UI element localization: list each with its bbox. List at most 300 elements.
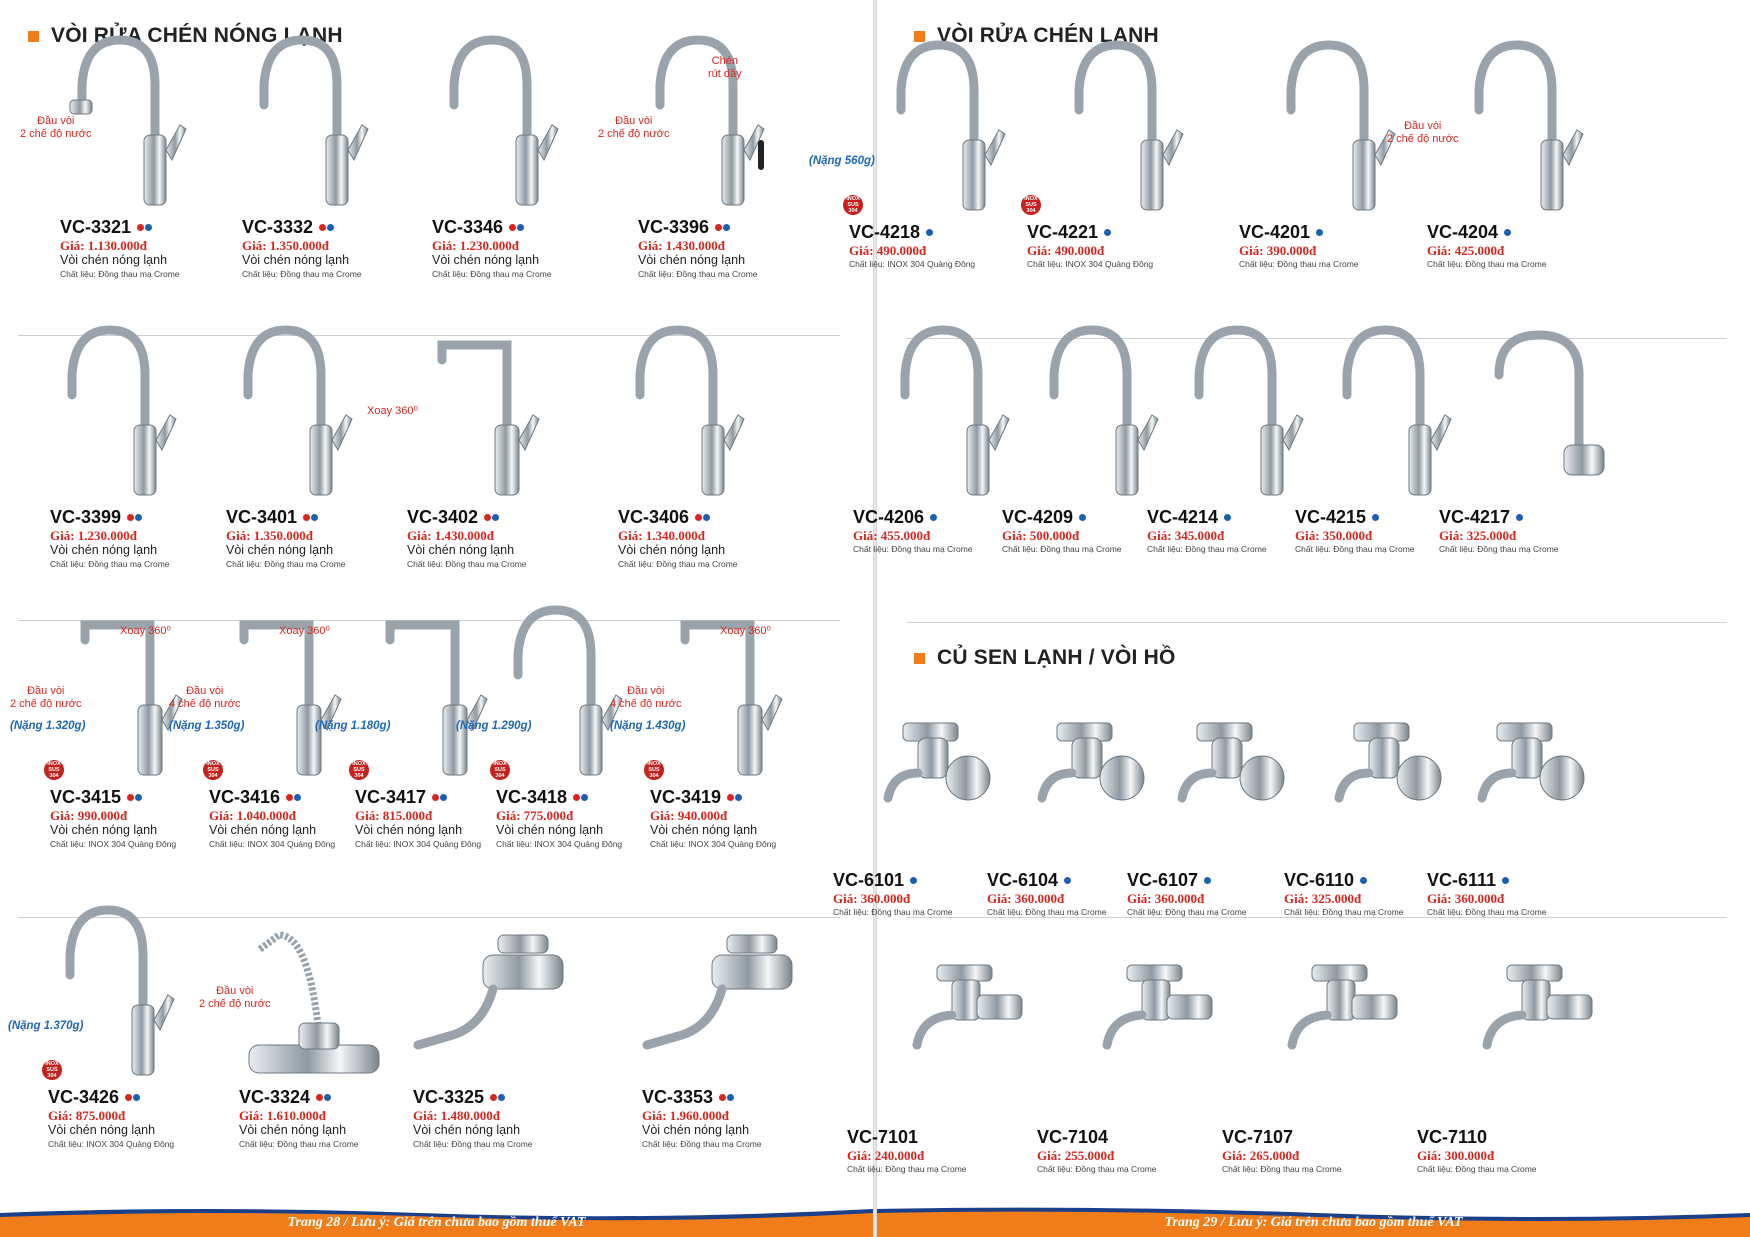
product-code: [432, 217, 552, 238]
product-price: Giá: 325.000đ: [1439, 528, 1517, 543]
product-info: [618, 507, 738, 571]
product-code: [1147, 507, 1267, 528]
faucet-icon: [1457, 678, 1607, 868]
weight-label: (Nặng 1.290g): [456, 720, 532, 732]
product-code: [1295, 507, 1415, 528]
cold-dot-icon: [1372, 514, 1379, 521]
cold-dot-icon: [135, 794, 142, 801]
product-code: [50, 507, 170, 528]
product-info: [496, 787, 622, 851]
faucet-icon: [1067, 935, 1217, 1125]
product-price: Giá: 875.000đ: [48, 1108, 126, 1123]
product-info: [833, 870, 953, 919]
product-material: Chất liệu: Đồng thau mạ Crome: [987, 907, 1107, 917]
product-price: Giá: 345.000đ: [1147, 528, 1225, 543]
feature-note: Đầu vòi 2 chế độ nước: [10, 685, 82, 710]
product-code-text: VC-6110: [1284, 870, 1355, 890]
product-price: Giá: 455.000đ: [853, 528, 931, 543]
product-image: [413, 895, 563, 1085]
product-code-text: VC-3325: [413, 1087, 485, 1107]
product-material: Chất liệu: Đồng thau mạ Crome: [638, 269, 758, 279]
product-code: [48, 1087, 174, 1108]
product-name: Vòi chén nóng lạnh: [650, 823, 758, 837]
cold-dot-icon: [133, 1094, 140, 1101]
faucet-icon: [432, 25, 582, 215]
product-code: [496, 787, 622, 808]
product-material: Chất liệu: Đồng thau mạ Crome: [853, 544, 973, 554]
product-code: [650, 787, 776, 808]
left-page: [0, 0, 873, 1237]
product-price: Giá: 1.480.000đ: [413, 1108, 501, 1123]
product-code-text: VC-3416: [209, 787, 281, 807]
product-card: [226, 345, 396, 569]
product-code: [413, 1087, 533, 1108]
product-material: Chất liệu: Đồng thau mạ Crome: [642, 1139, 762, 1149]
hot-cold-indicator: [1064, 877, 1071, 884]
cold-dot-icon: [492, 514, 499, 521]
product-code-text: VC-4221: [1027, 222, 1099, 242]
product-code-text: VC-3332: [242, 217, 314, 237]
hot-cold-indicator: [1204, 877, 1211, 884]
weight-label: (Nặng 560g): [809, 155, 875, 167]
product-info: [1439, 507, 1559, 556]
product-card: [199, 925, 409, 1149]
product-info: [1427, 222, 1547, 271]
hot-cold-indicator: [910, 877, 917, 884]
hot-cold-indicator: [1079, 514, 1086, 521]
product-price: Giá: 1.230.000đ: [432, 238, 520, 253]
product-code: [987, 870, 1107, 891]
cold-dot-icon: [735, 794, 742, 801]
product-info: [413, 1087, 533, 1151]
product-image: [432, 25, 582, 215]
product-price: Giá: 360.000đ: [1127, 891, 1205, 906]
product-price: Giá: 1.960.000đ: [642, 1108, 730, 1123]
product-code-text: VC-3419: [650, 787, 722, 807]
right-page: [809, 0, 1750, 1237]
product-card: [50, 345, 220, 569]
faucet-icon: [1457, 30, 1607, 220]
product-card: [618, 345, 788, 569]
section-title-cold: VÒI RỬA CHÉN LẠNH: [914, 24, 1159, 48]
product-material: Chất liệu: Đồng thau mạ Crome: [1222, 1164, 1342, 1174]
page-footer: [0, 1203, 873, 1237]
product-code: [226, 507, 346, 528]
faucet-icon: [48, 895, 198, 1085]
product-material: Chất liệu: INOX 304 Quảng Đông: [496, 839, 623, 849]
product-info: [1284, 870, 1404, 919]
hot-cold-indicator: [1316, 229, 1323, 236]
product-card: [1427, 708, 1597, 917]
product-info: [1037, 1127, 1157, 1176]
product-material: Chất liệu: Đồng thau mạ Crome: [1037, 1164, 1157, 1174]
product-code: [1127, 870, 1247, 891]
product-card: [642, 925, 812, 1149]
product-price: Giá: 490.000đ: [849, 243, 927, 258]
product-price: Giá: 360.000đ: [1427, 891, 1505, 906]
product-info: [853, 507, 973, 556]
product-code: [242, 217, 362, 238]
product-image: [242, 25, 392, 215]
product-card: [413, 925, 583, 1149]
cold-dot-icon: [581, 794, 588, 801]
hot-dot-icon: [316, 1094, 323, 1101]
hot-cold-indicator: [930, 514, 937, 521]
product-code-text: VC-4218: [849, 222, 921, 242]
feature-note-secondary: Xoay 360⁰: [120, 625, 171, 637]
hot-cold-indicator: [1516, 514, 1523, 521]
hot-cold-indicator: [727, 794, 742, 801]
hot-cold-indicator: [719, 1094, 734, 1101]
product-material: Chất liệu: INOX 304 Quảng Đông: [50, 839, 177, 849]
product-code-text: VC-3324: [239, 1087, 311, 1107]
product-code-text: VC-3401: [226, 507, 298, 527]
footer-text: Trang 29 / Lưu ý: Giá trên chưa bao gồm thuế VAT: [1164, 1215, 1463, 1230]
product-info: [1295, 507, 1415, 556]
product-name: Vòi chén nóng lạnh: [242, 253, 350, 267]
product-code-text: VC-3399: [50, 507, 122, 527]
hot-dot-icon: [484, 514, 491, 521]
product-name: Vòi chén nóng lạnh: [638, 253, 746, 267]
faucet-icon: [618, 315, 768, 505]
hot-cold-indicator: [1360, 877, 1367, 884]
faucet-icon: [355, 595, 505, 785]
product-image: [1469, 315, 1619, 505]
hot-dot-icon: [127, 794, 134, 801]
product-info: [987, 870, 1107, 919]
product-image: [355, 595, 505, 785]
product-code: [1439, 507, 1559, 528]
product-code-text: VC-3396: [638, 217, 710, 237]
product-material: Chất liệu: INOX 304 Quảng Đông: [650, 839, 777, 849]
product-card: [1387, 60, 1597, 269]
product-card: [598, 55, 808, 279]
hot-cold-indicator: [303, 514, 318, 521]
section-bullet-icon: [914, 653, 925, 664]
product-material: Chất liệu: Đồng thau mạ Crome: [1427, 907, 1547, 917]
product-image: [1057, 30, 1207, 220]
product-price: Giá: 1.230.000đ: [50, 528, 138, 543]
product-code-text: VC-3426: [48, 1087, 120, 1107]
hot-dot-icon: [127, 514, 134, 521]
product-name: Vòi chén nóng lạnh: [209, 823, 317, 837]
faucet-icon: [1447, 935, 1597, 1125]
product-name: Vòi chén nóng lạnh: [50, 823, 158, 837]
product-price: Giá: 1.040.000đ: [209, 808, 297, 823]
product-price: Giá: 490.000đ: [1027, 243, 1105, 258]
cold-dot-icon: [1502, 877, 1509, 884]
product-info: [1222, 1127, 1342, 1176]
weight-label: (Nặng 1.180g): [315, 720, 391, 732]
product-material: Chất liệu: Đồng thau mạ Crome: [847, 1164, 967, 1174]
product-material: Chất liệu: Đồng thau mạ Crome: [242, 269, 362, 279]
faucet-icon: [879, 30, 1029, 220]
product-price: Giá: 360.000đ: [987, 891, 1065, 906]
cold-dot-icon: [1360, 877, 1367, 884]
product-image: [642, 895, 792, 1085]
product-material: Chất liệu: INOX 304 Quảng Đông: [1027, 259, 1154, 269]
product-code-text: VC-3406: [618, 507, 690, 527]
product-code-text: VC-3321: [60, 217, 132, 237]
product-card: [8, 925, 218, 1149]
product-code-text: VC-3402: [407, 507, 479, 527]
cold-dot-icon: [1064, 877, 1071, 884]
product-info: [1147, 507, 1267, 556]
product-code: [50, 787, 176, 808]
hot-cold-indicator: [573, 794, 588, 801]
cold-dot-icon: [311, 514, 318, 521]
product-material: Chất liệu: Đồng thau mạ Crome: [413, 1139, 533, 1149]
product-code: [407, 507, 527, 528]
hot-dot-icon: [432, 794, 439, 801]
product-info: [355, 787, 481, 851]
product-code: [1427, 870, 1547, 891]
cold-dot-icon: [327, 224, 334, 231]
cold-dot-icon: [910, 877, 917, 884]
product-card: [1417, 965, 1587, 1174]
product-name: Vòi chén nóng lạnh: [226, 543, 334, 557]
product-code-text: VC-3418: [496, 787, 568, 807]
product-info: [48, 1087, 174, 1151]
faucet-icon: [1469, 315, 1619, 505]
product-price: Giá: 1.350.000đ: [242, 238, 330, 253]
product-code-text: VC-3353: [642, 1087, 714, 1107]
product-info: [226, 507, 346, 571]
product-info: [50, 507, 170, 571]
product-image: [226, 315, 376, 505]
product-info: [1027, 222, 1153, 271]
faucet-icon: [226, 315, 376, 505]
product-code-text: VC-4209: [1002, 507, 1074, 527]
inox-sus304-badge-icon: INOX SUS 304: [42, 1060, 62, 1080]
product-card: [610, 625, 820, 849]
cold-dot-icon: [1504, 229, 1511, 236]
faucet-icon: [242, 25, 392, 215]
feature-note: Đầu vòi 2 chế độ nước: [20, 115, 92, 140]
hot-dot-icon: [509, 224, 516, 231]
cold-dot-icon: [1224, 514, 1231, 521]
product-code: [849, 222, 975, 243]
product-info: [1427, 870, 1547, 919]
feature-note: Đầu vòi 2 chế độ nước: [598, 115, 670, 140]
product-info: [239, 1087, 359, 1151]
product-card: [1222, 965, 1392, 1174]
feature-note: Đầu vòi 4 chế độ nước: [169, 685, 241, 710]
product-info: [60, 217, 180, 281]
product-material: Chất liệu: Đồng thau mạ Crome: [1427, 259, 1547, 269]
hot-cold-indicator: [432, 794, 447, 801]
faucet-icon: [413, 895, 563, 1085]
hot-cold-indicator: [125, 1094, 140, 1101]
product-price: Giá: 815.000đ: [355, 808, 433, 823]
product-material: Chất liệu: Đồng thau mạ Crome: [239, 1139, 359, 1149]
product-material: Chất liệu: Đồng thau mạ Crome: [1127, 907, 1247, 917]
product-code: [618, 507, 738, 528]
product-code-text: VC-7107: [1222, 1127, 1294, 1147]
product-name: Vòi chén nóng lạnh: [496, 823, 604, 837]
cold-dot-icon: [145, 224, 152, 231]
inox-sus304-badge-icon: INOX SUS 304: [44, 760, 64, 780]
weight-label: (Nặng 1.320g): [10, 720, 86, 732]
product-name: Vòi chén nóng lạnh: [618, 543, 726, 557]
product-code-text: VC-6104: [987, 870, 1059, 890]
product-code-text: VC-7110: [1417, 1127, 1488, 1147]
hot-dot-icon: [573, 794, 580, 801]
product-name: Vòi chén nóng lạnh: [642, 1123, 750, 1137]
product-price: Giá: 360.000đ: [833, 891, 911, 906]
product-card: [1127, 708, 1297, 917]
product-image: [48, 895, 198, 1085]
product-card: [1147, 345, 1317, 554]
feature-note-secondary: Chén rút dây: [708, 55, 742, 80]
inox-sus304-badge-icon: INOX SUS 304: [490, 760, 510, 780]
cold-dot-icon: [703, 514, 710, 521]
hot-cold-indicator: [1504, 229, 1511, 236]
cold-dot-icon: [324, 1094, 331, 1101]
product-material: Chất liệu: Đồng thau mạ Crome: [1239, 259, 1359, 269]
product-code-text: VC-4201: [1239, 222, 1311, 242]
hot-cold-indicator: [1104, 229, 1111, 236]
product-code-text: VC-6101: [833, 870, 905, 890]
inox-sus304-badge-icon: INOX SUS 304: [1021, 195, 1041, 215]
section-title-hot-cold: VÒI RỬA CHÉN NÓNG LẠNH: [28, 24, 343, 48]
product-code: [1284, 870, 1404, 891]
product-code-text: VC-4214: [1147, 507, 1219, 527]
product-info: [847, 1127, 967, 1176]
product-code-text: VC-7101: [847, 1127, 919, 1147]
product-price: Giá: 775.000đ: [496, 808, 574, 823]
product-code: [1002, 507, 1122, 528]
product-info: [1127, 870, 1247, 919]
product-card: [833, 708, 1003, 917]
product-card: [853, 345, 1023, 554]
product-price: Giá: 1.430.000đ: [638, 238, 726, 253]
product-material: Chất liệu: Đồng thau mạ Crome: [1284, 907, 1404, 917]
product-image: [1067, 935, 1217, 1125]
product-code: [638, 217, 758, 238]
product-name: Vòi chén nóng lạnh: [432, 253, 540, 267]
feature-note-secondary: Xoay 360⁰: [720, 625, 771, 637]
hot-cold-indicator: [286, 794, 301, 801]
hot-cold-indicator: [1502, 877, 1509, 884]
product-code: [1239, 222, 1359, 243]
product-material: Chất liệu: INOX 304 Quảng Đông: [849, 259, 976, 269]
product-image: [879, 30, 1029, 220]
product-price: Giá: 1.340.000đ: [618, 528, 706, 543]
hot-dot-icon: [715, 224, 722, 231]
product-material: Chất liệu: Đồng thau mạ Crome: [226, 559, 346, 569]
inox-sus304-badge-icon: INOX SUS 304: [349, 760, 369, 780]
product-code-text: VC-3346: [432, 217, 504, 237]
product-code: [847, 1127, 967, 1148]
product-image: [877, 935, 1027, 1125]
product-price: Giá: 300.000đ: [1417, 1148, 1495, 1163]
product-card: [1439, 345, 1609, 554]
product-price: Giá: 325.000đ: [1284, 891, 1362, 906]
product-price: Giá: 940.000đ: [650, 808, 728, 823]
hot-cold-indicator: [316, 1094, 331, 1101]
hot-cold-indicator: [490, 1094, 505, 1101]
hot-cold-indicator: [695, 514, 710, 521]
feature-note-secondary: Xoay 360⁰: [279, 625, 330, 637]
product-info: [242, 217, 362, 281]
product-code: [833, 870, 953, 891]
product-image: [1457, 30, 1607, 220]
cold-dot-icon: [1516, 514, 1523, 521]
feature-note: Đầu vòi 4 chế độ nước: [610, 685, 682, 710]
product-price: Giá: 500.000đ: [1002, 528, 1080, 543]
product-info: [407, 507, 527, 571]
faucet-icon: [407, 315, 557, 505]
product-info: [638, 217, 758, 281]
hot-cold-indicator: [127, 794, 142, 801]
product-material: Chất liệu: Đồng thau mạ Crome: [1417, 1164, 1537, 1174]
product-image: [50, 315, 200, 505]
product-price: Giá: 1.430.000đ: [407, 528, 495, 543]
product-material: Chất liệu: Đồng thau mạ Crome: [432, 269, 552, 279]
hot-dot-icon: [303, 514, 310, 521]
product-name: Vòi chén nóng lạnh: [413, 1123, 521, 1137]
product-code: [1037, 1127, 1157, 1148]
faucet-icon: [1252, 935, 1402, 1125]
cold-dot-icon: [727, 1094, 734, 1101]
product-card: [367, 345, 577, 569]
product-card: [1037, 965, 1207, 1174]
hot-cold-indicator: [1224, 514, 1231, 521]
product-price: Giá: 990.000đ: [50, 808, 128, 823]
cold-dot-icon: [440, 794, 447, 801]
product-card: [847, 965, 1017, 1174]
product-code-text: VC-3417: [355, 787, 427, 807]
hot-dot-icon: [125, 1094, 132, 1101]
inox-sus304-badge-icon: INOX SUS 304: [644, 760, 664, 780]
hot-dot-icon: [490, 1094, 497, 1101]
product-code: [1427, 222, 1547, 243]
product-price: Giá: 240.000đ: [847, 1148, 925, 1163]
product-price: Giá: 350.000đ: [1295, 528, 1373, 543]
product-price: Giá: 425.000đ: [1427, 243, 1505, 258]
product-name: Vòi chén nóng lạnh: [48, 1123, 156, 1137]
product-code-text: VC-4217: [1439, 507, 1511, 527]
cold-dot-icon: [1204, 877, 1211, 884]
hot-cold-indicator: [715, 224, 730, 231]
product-material: Chất liệu: Đồng thau mạ Crome: [1295, 544, 1415, 554]
cold-dot-icon: [498, 1094, 505, 1101]
product-card: [1024, 60, 1197, 269]
row-divider: [907, 622, 1727, 623]
hot-dot-icon: [137, 224, 144, 231]
product-card: [20, 55, 230, 279]
cold-dot-icon: [723, 224, 730, 231]
product-image: [1457, 678, 1607, 868]
product-name: Vòi chén nóng lạnh: [60, 253, 168, 267]
cold-dot-icon: [294, 794, 301, 801]
weight-label: (Nặng 1.350g): [169, 720, 245, 732]
product-code-text: VC-6111: [1427, 870, 1497, 890]
cold-dot-icon: [517, 224, 524, 231]
hot-cold-indicator: [127, 514, 142, 521]
product-price: Giá: 1.130.000đ: [60, 238, 148, 253]
product-code-text: VC-4204: [1427, 222, 1499, 242]
cold-dot-icon: [1104, 229, 1111, 236]
faucet-icon: [877, 935, 1027, 1125]
product-material: Chất liệu: Đồng thau mạ Crome: [50, 559, 170, 569]
product-info: [50, 787, 176, 851]
product-name: Vòi chén nóng lạnh: [407, 543, 515, 557]
product-code-text: VC-7104: [1037, 1127, 1109, 1147]
product-price: Giá: 390.000đ: [1239, 243, 1317, 258]
product-card: [1239, 60, 1409, 269]
